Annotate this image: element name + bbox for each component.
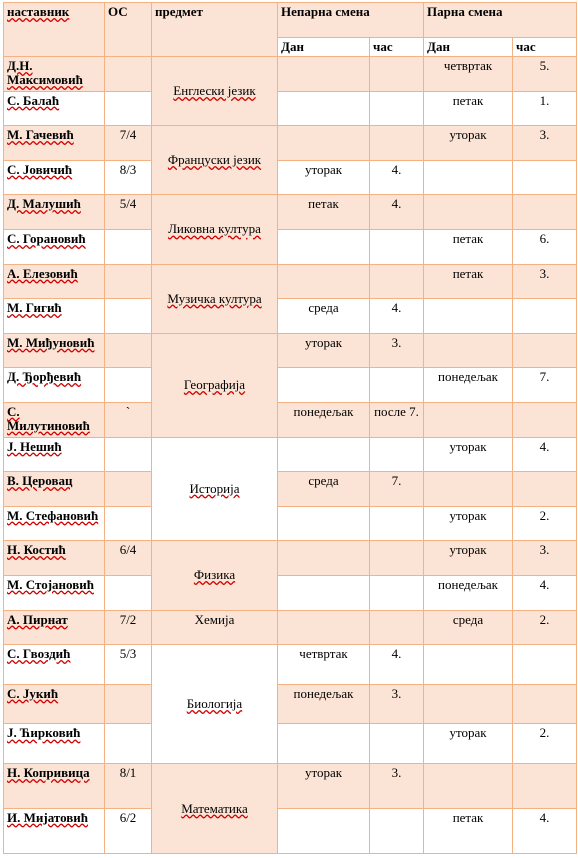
even-day-cell xyxy=(424,160,513,195)
odd-period-cell: 3. xyxy=(370,684,424,724)
table-row xyxy=(4,437,577,472)
os-cell xyxy=(105,437,152,472)
even-day-cell xyxy=(424,645,513,685)
odd-day-cell xyxy=(278,91,370,126)
even-day-cell: уторак xyxy=(424,506,513,541)
even-period-cell: 6. xyxy=(513,229,577,264)
odd-day-cell: среда xyxy=(278,299,370,334)
even-day-cell: среда xyxy=(424,610,513,645)
odd-period-cell xyxy=(370,91,424,126)
table-row xyxy=(4,645,577,685)
teacher-name: Н. Копривица xyxy=(4,764,105,809)
table-row xyxy=(4,91,577,126)
header-even-day: Дан xyxy=(424,38,513,57)
os-cell xyxy=(105,368,152,403)
os-cell xyxy=(105,684,152,724)
even-period-cell: 2. xyxy=(513,724,577,764)
os-cell: 8/3 xyxy=(105,160,152,195)
odd-period-cell xyxy=(370,506,424,541)
subject-cell: Биологија xyxy=(152,645,278,764)
os-cell: 8/1 xyxy=(105,764,152,809)
teacher-name: М. Стојановић xyxy=(4,575,105,610)
teacher-name: Д. Малушић xyxy=(4,195,105,230)
subject-cell: Енглески језик xyxy=(152,57,278,126)
table-row xyxy=(4,764,577,809)
even-day-cell xyxy=(424,195,513,230)
odd-period-cell: 3. xyxy=(370,333,424,368)
teacher-name: И. Мијатовић xyxy=(4,808,105,853)
even-day-cell xyxy=(424,299,513,334)
header-os: ОС xyxy=(105,3,152,57)
odd-period-cell xyxy=(370,724,424,764)
even-period-cell xyxy=(513,645,577,685)
os-cell xyxy=(105,299,152,334)
subject-cell: Француски језик xyxy=(152,126,278,195)
teacher-name: Д. Ђорђевић xyxy=(4,368,105,403)
even-day-cell xyxy=(424,472,513,507)
table-row xyxy=(4,333,577,368)
header-even-shift: Парна смена xyxy=(424,3,577,38)
odd-day-cell xyxy=(278,229,370,264)
os-cell xyxy=(105,724,152,764)
odd-day-cell xyxy=(278,808,370,853)
header-odd-period: час xyxy=(370,38,424,57)
teacher-name: С. Јовичић xyxy=(4,160,105,195)
teacher-name: М. Миђуновић xyxy=(4,333,105,368)
even-day-cell: понедељак xyxy=(424,575,513,610)
odd-day-cell: петак xyxy=(278,195,370,230)
schedule-table xyxy=(3,2,577,854)
even-day-cell: петак xyxy=(424,808,513,853)
odd-day-cell xyxy=(278,610,370,645)
even-period-cell: 3. xyxy=(513,541,577,576)
even-period-cell: 3. xyxy=(513,264,577,299)
odd-period-cell xyxy=(370,57,424,92)
even-period-cell: 2. xyxy=(513,506,577,541)
table-row xyxy=(4,506,577,541)
os-cell: 7/4 xyxy=(105,126,152,161)
odd-period-cell xyxy=(370,264,424,299)
even-day-cell: петак xyxy=(424,264,513,299)
even-period-cell: 4. xyxy=(513,575,577,610)
odd-period-cell xyxy=(370,368,424,403)
table-row xyxy=(4,575,577,610)
teacher-name: С. Балаћ xyxy=(4,91,105,126)
odd-period-cell: 4. xyxy=(370,645,424,685)
even-period-cell: 4. xyxy=(513,808,577,853)
even-day-cell xyxy=(424,402,513,437)
os-cell: 5/3 xyxy=(105,645,152,685)
teacher-name: С. Милутиновић xyxy=(4,402,105,437)
odd-period-cell xyxy=(370,610,424,645)
even-period-cell xyxy=(513,160,577,195)
odd-period-cell xyxy=(370,126,424,161)
teacher-name: Д.Н. Максимовић xyxy=(4,57,105,92)
teacher-name: М. Гигић xyxy=(4,299,105,334)
os-cell xyxy=(105,333,152,368)
table-row xyxy=(4,126,577,161)
header-subject: предмет xyxy=(152,3,278,57)
odd-day-cell xyxy=(278,437,370,472)
teacher-name: А. Елезовић xyxy=(4,264,105,299)
header-teacher: наставник xyxy=(4,3,105,57)
os-cell: 6/2 xyxy=(105,808,152,853)
even-day-cell: уторак xyxy=(424,437,513,472)
os-cell xyxy=(105,264,152,299)
even-day-cell xyxy=(424,764,513,809)
odd-day-cell xyxy=(278,57,370,92)
even-period-cell xyxy=(513,764,577,809)
table-row xyxy=(4,684,577,724)
header-even-period: час xyxy=(513,38,577,57)
odd-day-cell xyxy=(278,126,370,161)
subject-cell: Географија xyxy=(152,333,278,437)
even-day-cell: уторак xyxy=(424,126,513,161)
odd-day-cell: четвртак xyxy=(278,645,370,685)
even-day-cell: петак xyxy=(424,229,513,264)
even-period-cell: 5. xyxy=(513,57,577,92)
odd-period-cell xyxy=(370,808,424,853)
odd-period-cell xyxy=(370,541,424,576)
odd-day-cell xyxy=(278,724,370,764)
subject-cell: Математика xyxy=(152,764,278,854)
os-cell xyxy=(105,57,152,92)
even-period-cell: 7. xyxy=(513,368,577,403)
odd-day-cell: уторак xyxy=(278,333,370,368)
odd-day-cell: уторак xyxy=(278,160,370,195)
even-period-cell xyxy=(513,333,577,368)
odd-day-cell: понедељак xyxy=(278,684,370,724)
teacher-name: Ј. Нешић xyxy=(4,437,105,472)
teacher-name: В. Церовац xyxy=(4,472,105,507)
teacher-name: А. Пирнат xyxy=(4,610,105,645)
even-day-cell xyxy=(424,333,513,368)
teacher-name: М. Гачевић xyxy=(4,126,105,161)
table-row xyxy=(4,724,577,764)
teacher-name: С. Гвоздић xyxy=(4,645,105,685)
odd-period-cell: после 7. xyxy=(370,402,424,437)
even-day-cell: уторак xyxy=(424,541,513,576)
subject-cell: Музичка култура xyxy=(152,264,278,333)
even-period-cell xyxy=(513,195,577,230)
even-day-cell: понедељак xyxy=(424,368,513,403)
os-cell xyxy=(105,229,152,264)
odd-day-cell: уторак xyxy=(278,764,370,809)
even-period-cell: 4. xyxy=(513,437,577,472)
even-day-cell: четвртак xyxy=(424,57,513,92)
odd-day-cell: среда xyxy=(278,472,370,507)
table-row xyxy=(4,402,577,437)
table-row xyxy=(4,264,577,299)
os-cell: 7/2 xyxy=(105,610,152,645)
odd-period-cell: 4. xyxy=(370,195,424,230)
even-day-cell: петак xyxy=(424,91,513,126)
os-cell: ` xyxy=(105,402,152,437)
even-period-cell xyxy=(513,472,577,507)
even-period-cell xyxy=(513,402,577,437)
even-period-cell xyxy=(513,299,577,334)
odd-period-cell xyxy=(370,229,424,264)
odd-day-cell xyxy=(278,575,370,610)
subject-cell: Физика xyxy=(152,541,278,610)
teacher-name: С. Јукић xyxy=(4,684,105,724)
os-cell xyxy=(105,506,152,541)
table-row xyxy=(4,610,577,645)
header-odd-day: Дан xyxy=(278,38,370,57)
table-row xyxy=(4,195,577,230)
os-cell: 5/4 xyxy=(105,195,152,230)
odd-day-cell xyxy=(278,264,370,299)
table-row xyxy=(4,368,577,403)
os-cell xyxy=(105,472,152,507)
odd-period-cell xyxy=(370,575,424,610)
odd-period-cell xyxy=(370,437,424,472)
table-row xyxy=(4,808,577,853)
even-period-cell: 2. xyxy=(513,610,577,645)
odd-period-cell: 3. xyxy=(370,764,424,809)
even-period-cell: 1. xyxy=(513,91,577,126)
subject-cell: Хемија xyxy=(152,610,278,645)
subject-cell: Историја xyxy=(152,437,278,541)
table-row xyxy=(4,541,577,576)
table-row xyxy=(4,57,577,92)
odd-day-cell: понедељак xyxy=(278,402,370,437)
odd-day-cell xyxy=(278,506,370,541)
os-cell: 6/4 xyxy=(105,541,152,576)
os-cell xyxy=(105,91,152,126)
teacher-name: Ј. Ћирковић xyxy=(4,724,105,764)
even-period-cell xyxy=(513,684,577,724)
teacher-name: М. Стефановић xyxy=(4,506,105,541)
os-cell xyxy=(105,575,152,610)
table-row xyxy=(4,160,577,195)
table-row xyxy=(4,299,577,334)
teacher-name: Н. Костић xyxy=(4,541,105,576)
even-period-cell: 3. xyxy=(513,126,577,161)
table-row xyxy=(4,472,577,507)
even-day-cell xyxy=(424,684,513,724)
odd-day-cell xyxy=(278,368,370,403)
odd-day-cell xyxy=(278,541,370,576)
odd-period-cell: 7. xyxy=(370,472,424,507)
even-day-cell: уторак xyxy=(424,724,513,764)
header-odd-shift: Непарна смена xyxy=(278,3,424,38)
odd-period-cell: 4. xyxy=(370,160,424,195)
teacher-name: С. Горановић xyxy=(4,229,105,264)
odd-period-cell: 4. xyxy=(370,299,424,334)
subject-cell: Ликовна култура xyxy=(152,195,278,264)
table-row xyxy=(4,229,577,264)
